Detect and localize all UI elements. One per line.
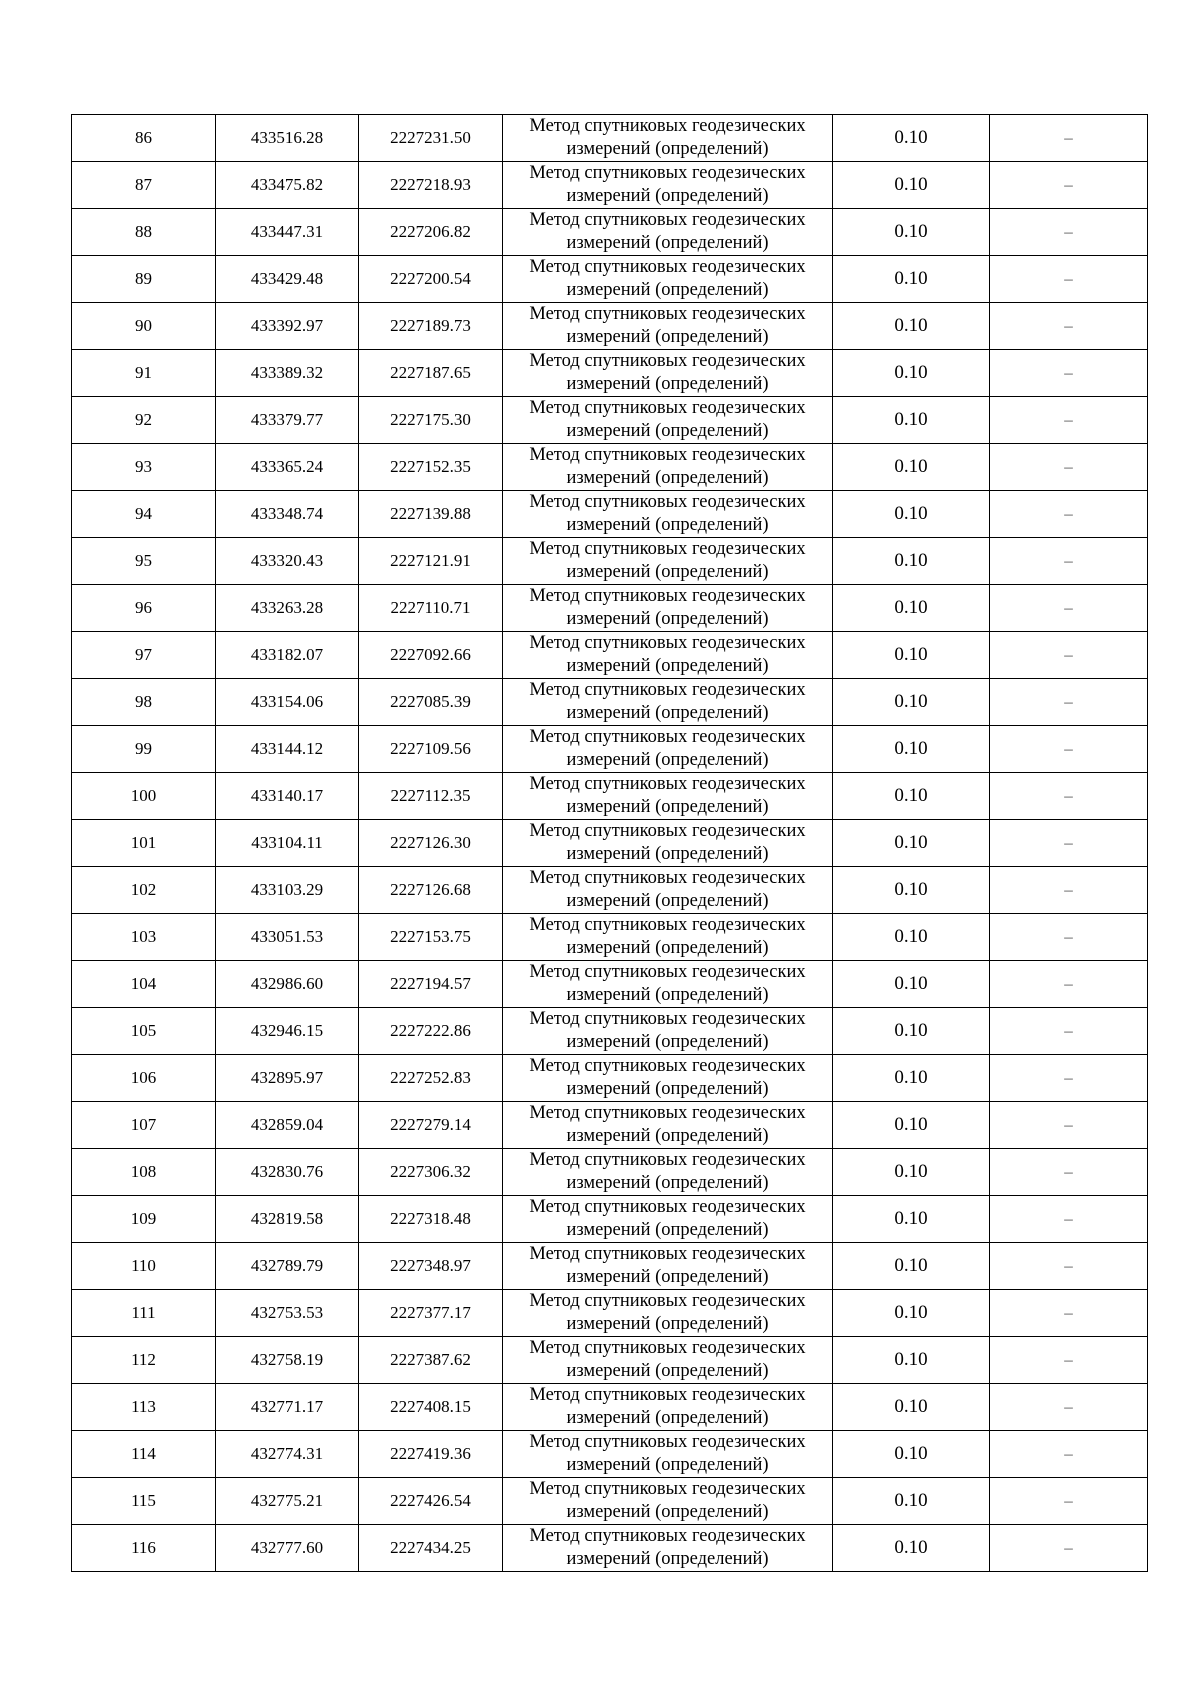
point-number-cell: 97 (72, 632, 216, 679)
method-line-2: измерений (определений) (566, 1408, 769, 1428)
description-cell: – (990, 1478, 1148, 1525)
accuracy-cell: 0.10 (833, 1290, 990, 1337)
description-cell: – (990, 820, 1148, 867)
description-cell: – (990, 1431, 1148, 1478)
method-line-1: Метод спутниковых геодезических (529, 1338, 806, 1358)
description-cell: – (990, 1149, 1148, 1196)
accuracy-cell: 0.10 (833, 115, 990, 162)
accuracy-cell: 0.10 (833, 867, 990, 914)
coordinate-x-cell: 432830.76 (216, 1149, 359, 1196)
coordinate-x-cell: 433447.31 (216, 209, 359, 256)
table-row (72, 1290, 1148, 1337)
description-cell: – (990, 1243, 1148, 1290)
method-line-2: измерений (определений) (566, 1220, 769, 1240)
point-number-cell: 86 (72, 115, 216, 162)
point-number-cell: 94 (72, 491, 216, 538)
coordinate-x-cell: 432859.04 (216, 1102, 359, 1149)
coordinate-x-cell: 432753.53 (216, 1290, 359, 1337)
point-number-cell: 105 (72, 1008, 216, 1055)
coordinate-y-cell: 2227194.57 (359, 961, 503, 1008)
accuracy-cell: 0.10 (833, 1478, 990, 1525)
method-line-2: измерений (определений) (566, 891, 769, 911)
method-line-2: измерений (определений) (566, 1549, 769, 1569)
coordinate-x-cell: 433389.32 (216, 350, 359, 397)
table-row (72, 867, 1148, 914)
point-number-cell: 89 (72, 256, 216, 303)
method-line-1: Метод спутниковых геодезических (529, 1244, 806, 1264)
description-cell: – (990, 1384, 1148, 1431)
method-cell (503, 679, 833, 726)
description-cell: – (990, 209, 1148, 256)
method-cell (503, 1337, 833, 1384)
point-number-cell: 109 (72, 1196, 216, 1243)
method-line-2: измерений (определений) (566, 656, 769, 676)
point-number-cell: 103 (72, 914, 216, 961)
table-row (72, 256, 1148, 303)
method-line-1: Метод спутниковых геодезических (529, 257, 806, 277)
method-line-2: измерений (определений) (566, 1455, 769, 1475)
method-cell (503, 1008, 833, 1055)
table-row (72, 1431, 1148, 1478)
method-line-1: Метод спутниковых геодезических (529, 868, 806, 888)
coordinate-y-cell: 2227222.86 (359, 1008, 503, 1055)
description-cell: – (990, 162, 1148, 209)
accuracy-cell: 0.10 (833, 1431, 990, 1478)
coordinate-x-cell: 433182.07 (216, 632, 359, 679)
method-line-2: измерений (определений) (566, 139, 769, 159)
method-line-2: измерений (определений) (566, 985, 769, 1005)
point-number-cell: 116 (72, 1525, 216, 1572)
point-number-cell: 92 (72, 397, 216, 444)
table-row (72, 444, 1148, 491)
coordinate-x-cell: 433379.77 (216, 397, 359, 444)
coordinate-y-cell: 2227085.39 (359, 679, 503, 726)
coordinate-x-cell: 432946.15 (216, 1008, 359, 1055)
coordinate-y-cell: 2227126.30 (359, 820, 503, 867)
coordinate-y-cell: 2227126.68 (359, 867, 503, 914)
coordinate-x-cell: 432986.60 (216, 961, 359, 1008)
method-line-2: измерений (определений) (566, 327, 769, 347)
method-line-2: измерений (определений) (566, 468, 769, 488)
description-cell: – (990, 491, 1148, 538)
coordinate-y-cell: 2227189.73 (359, 303, 503, 350)
method-line-1: Метод спутниковых геодезических (529, 163, 806, 183)
method-cell (503, 726, 833, 773)
point-number-cell: 111 (72, 1290, 216, 1337)
method-line-1: Метод спутниковых геодезических (529, 398, 806, 418)
coordinates-table (71, 114, 1148, 1572)
method-line-1: Метод спутниковых геодезических (529, 1056, 806, 1076)
table-row (72, 1196, 1148, 1243)
description-cell: – (990, 538, 1148, 585)
table-row (72, 1525, 1148, 1572)
method-line-2: измерений (определений) (566, 562, 769, 582)
coordinate-y-cell: 2227434.25 (359, 1525, 503, 1572)
table-row (72, 1055, 1148, 1102)
coordinate-y-cell: 2227318.48 (359, 1196, 503, 1243)
coordinate-y-cell: 2227408.15 (359, 1384, 503, 1431)
method-line-1: Метод спутниковых геодезических (529, 1479, 806, 1499)
method-cell (503, 1478, 833, 1525)
description-cell: – (990, 679, 1148, 726)
description-cell: – (990, 632, 1148, 679)
coordinate-x-cell: 432758.19 (216, 1337, 359, 1384)
method-line-1: Метод спутниковых геодезических (529, 1432, 806, 1452)
coordinate-y-cell: 2227152.35 (359, 444, 503, 491)
table-row (72, 632, 1148, 679)
point-number-cell: 115 (72, 1478, 216, 1525)
point-number-cell: 108 (72, 1149, 216, 1196)
coordinate-y-cell: 2227218.93 (359, 162, 503, 209)
accuracy-cell: 0.10 (833, 1243, 990, 1290)
point-number-cell: 88 (72, 209, 216, 256)
description-cell: – (990, 867, 1148, 914)
coordinate-y-cell: 2227426.54 (359, 1478, 503, 1525)
method-cell (503, 1196, 833, 1243)
accuracy-cell: 0.10 (833, 538, 990, 585)
accuracy-cell: 0.10 (833, 773, 990, 820)
table-row (72, 679, 1148, 726)
coordinate-x-cell: 433516.28 (216, 115, 359, 162)
table-row (72, 914, 1148, 961)
coordinate-x-cell: 433475.82 (216, 162, 359, 209)
method-line-2: измерений (определений) (566, 1502, 769, 1522)
coordinate-y-cell: 2227109.56 (359, 726, 503, 773)
coordinate-x-cell: 433051.53 (216, 914, 359, 961)
method-line-1: Метод спутниковых геодезических (529, 633, 806, 653)
accuracy-cell: 0.10 (833, 1149, 990, 1196)
method-cell (503, 350, 833, 397)
method-line-1: Метод спутниковых геодезических (529, 492, 806, 512)
method-cell (503, 209, 833, 256)
table-row (72, 773, 1148, 820)
coordinate-y-cell: 2227092.66 (359, 632, 503, 679)
coordinate-y-cell: 2227419.36 (359, 1431, 503, 1478)
description-cell: – (990, 961, 1148, 1008)
point-number-cell: 98 (72, 679, 216, 726)
coordinate-x-cell: 432819.58 (216, 1196, 359, 1243)
accuracy-cell: 0.10 (833, 914, 990, 961)
coordinates-table-body (72, 115, 1148, 1572)
point-number-cell: 102 (72, 867, 216, 914)
point-number-cell: 95 (72, 538, 216, 585)
accuracy-cell: 0.10 (833, 679, 990, 726)
method-line-1: Метод спутниковых геодезических (529, 351, 806, 371)
accuracy-cell: 0.10 (833, 1055, 990, 1102)
method-line-2: измерений (определений) (566, 280, 769, 300)
coordinate-y-cell: 2227175.30 (359, 397, 503, 444)
description-cell: – (990, 444, 1148, 491)
method-line-2: измерений (определений) (566, 1361, 769, 1381)
description-cell: – (990, 303, 1148, 350)
table-row (72, 1149, 1148, 1196)
method-cell (503, 961, 833, 1008)
coordinate-x-cell: 432895.97 (216, 1055, 359, 1102)
coordinate-x-cell: 433365.24 (216, 444, 359, 491)
description-cell: – (990, 914, 1148, 961)
table-row (72, 1008, 1148, 1055)
table-row (72, 961, 1148, 1008)
coordinate-y-cell: 2227252.83 (359, 1055, 503, 1102)
coordinate-x-cell: 432775.21 (216, 1478, 359, 1525)
method-cell (503, 820, 833, 867)
coordinate-y-cell: 2227121.91 (359, 538, 503, 585)
method-line-1: Метод спутниковых геодезических (529, 116, 806, 136)
method-cell (503, 1055, 833, 1102)
method-cell (503, 491, 833, 538)
accuracy-cell: 0.10 (833, 1196, 990, 1243)
table-row (72, 491, 1148, 538)
method-line-2: измерений (определений) (566, 374, 769, 394)
coordinate-x-cell: 432789.79 (216, 1243, 359, 1290)
coordinate-x-cell: 433154.06 (216, 679, 359, 726)
method-line-1: Метод спутниковых геодезических (529, 1009, 806, 1029)
coordinate-x-cell: 433429.48 (216, 256, 359, 303)
method-line-2: измерений (определений) (566, 938, 769, 958)
method-line-1: Метод спутниковых геодезических (529, 1103, 806, 1123)
coordinate-x-cell: 432777.60 (216, 1525, 359, 1572)
accuracy-cell: 0.10 (833, 350, 990, 397)
accuracy-cell: 0.10 (833, 961, 990, 1008)
method-line-1: Метод спутниковых геодезических (529, 821, 806, 841)
method-line-1: Метод спутниковых геодезических (529, 210, 806, 230)
coordinate-y-cell: 2227348.97 (359, 1243, 503, 1290)
coordinate-x-cell: 432771.17 (216, 1384, 359, 1431)
table-row (72, 115, 1148, 162)
coordinate-x-cell: 432774.31 (216, 1431, 359, 1478)
method-cell (503, 303, 833, 350)
method-cell (503, 585, 833, 632)
method-cell (503, 1290, 833, 1337)
coordinate-x-cell: 433140.17 (216, 773, 359, 820)
method-line-1: Метод спутниковых геодезических (529, 586, 806, 606)
method-cell (503, 538, 833, 585)
method-cell (503, 444, 833, 491)
table-row (72, 820, 1148, 867)
description-cell: – (990, 1290, 1148, 1337)
description-cell: – (990, 1337, 1148, 1384)
description-cell: – (990, 1055, 1148, 1102)
method-cell (503, 867, 833, 914)
accuracy-cell: 0.10 (833, 632, 990, 679)
method-cell (503, 1431, 833, 1478)
point-number-cell: 90 (72, 303, 216, 350)
method-line-2: измерений (определений) (566, 233, 769, 253)
point-number-cell: 114 (72, 1431, 216, 1478)
table-row (72, 303, 1148, 350)
point-number-cell: 112 (72, 1337, 216, 1384)
method-line-2: измерений (определений) (566, 844, 769, 864)
coordinate-x-cell: 433392.97 (216, 303, 359, 350)
table-row (72, 538, 1148, 585)
table-row (72, 585, 1148, 632)
point-number-cell: 96 (72, 585, 216, 632)
method-cell (503, 397, 833, 444)
description-cell: – (990, 350, 1148, 397)
point-number-cell: 113 (72, 1384, 216, 1431)
method-line-2: измерений (определений) (566, 1126, 769, 1146)
point-number-cell: 106 (72, 1055, 216, 1102)
accuracy-cell: 0.10 (833, 726, 990, 773)
description-cell: – (990, 397, 1148, 444)
accuracy-cell: 0.10 (833, 444, 990, 491)
coordinate-y-cell: 2227200.54 (359, 256, 503, 303)
description-cell: – (990, 115, 1148, 162)
accuracy-cell: 0.10 (833, 1102, 990, 1149)
method-cell (503, 115, 833, 162)
description-cell: – (990, 726, 1148, 773)
method-line-1: Метод спутниковых геодезических (529, 727, 806, 747)
method-line-2: измерений (определений) (566, 1173, 769, 1193)
method-cell (503, 162, 833, 209)
method-line-1: Метод спутниковых геодезических (529, 680, 806, 700)
coordinate-y-cell: 2227279.14 (359, 1102, 503, 1149)
coordinate-x-cell: 433103.29 (216, 867, 359, 914)
accuracy-cell: 0.10 (833, 1008, 990, 1055)
method-line-2: измерений (определений) (566, 186, 769, 206)
accuracy-cell: 0.10 (833, 1525, 990, 1572)
method-line-2: измерений (определений) (566, 1267, 769, 1287)
accuracy-cell: 0.10 (833, 209, 990, 256)
description-cell: – (990, 1102, 1148, 1149)
coordinate-x-cell: 433144.12 (216, 726, 359, 773)
accuracy-cell: 0.10 (833, 820, 990, 867)
coordinate-y-cell: 2227231.50 (359, 115, 503, 162)
method-cell (503, 1243, 833, 1290)
point-number-cell: 100 (72, 773, 216, 820)
method-line-1: Метод спутниковых геодезических (529, 1150, 806, 1170)
accuracy-cell: 0.10 (833, 256, 990, 303)
coordinate-x-cell: 433104.11 (216, 820, 359, 867)
method-cell (503, 1384, 833, 1431)
method-line-1: Метод спутниковых геодезических (529, 304, 806, 324)
method-line-2: измерений (определений) (566, 1314, 769, 1334)
accuracy-cell: 0.10 (833, 1337, 990, 1384)
accuracy-cell: 0.10 (833, 162, 990, 209)
table-row (72, 1337, 1148, 1384)
description-cell: – (990, 1008, 1148, 1055)
method-cell (503, 1525, 833, 1572)
description-cell: – (990, 1525, 1148, 1572)
method-line-1: Метод спутниковых геодезических (529, 1526, 806, 1546)
point-number-cell: 87 (72, 162, 216, 209)
method-line-2: измерений (определений) (566, 1032, 769, 1052)
point-number-cell: 104 (72, 961, 216, 1008)
method-cell (503, 256, 833, 303)
table-row (72, 1478, 1148, 1525)
method-line-2: измерений (определений) (566, 703, 769, 723)
method-line-2: измерений (определений) (566, 1079, 769, 1099)
point-number-cell: 93 (72, 444, 216, 491)
point-number-cell: 107 (72, 1102, 216, 1149)
coordinate-y-cell: 2227139.88 (359, 491, 503, 538)
description-cell: – (990, 585, 1148, 632)
coordinate-x-cell: 433320.43 (216, 538, 359, 585)
method-cell (503, 773, 833, 820)
accuracy-cell: 0.10 (833, 303, 990, 350)
point-number-cell: 91 (72, 350, 216, 397)
method-cell (503, 914, 833, 961)
method-line-1: Метод спутниковых геодезических (529, 915, 806, 935)
accuracy-cell: 0.10 (833, 491, 990, 538)
method-line-2: измерений (определений) (566, 515, 769, 535)
method-line-2: измерений (определений) (566, 797, 769, 817)
table-row (72, 1243, 1148, 1290)
accuracy-cell: 0.10 (833, 397, 990, 444)
method-line-2: измерений (определений) (566, 421, 769, 441)
description-cell: – (990, 256, 1148, 303)
coordinate-y-cell: 2227206.82 (359, 209, 503, 256)
method-line-1: Метод спутниковых геодезических (529, 445, 806, 465)
coordinate-x-cell: 433263.28 (216, 585, 359, 632)
description-cell: – (990, 1196, 1148, 1243)
coordinate-x-cell: 433348.74 (216, 491, 359, 538)
table-row (72, 350, 1148, 397)
table-row (72, 397, 1148, 444)
coordinate-y-cell: 2227306.32 (359, 1149, 503, 1196)
coordinate-y-cell: 2227112.35 (359, 773, 503, 820)
coordinate-y-cell: 2227387.62 (359, 1337, 503, 1384)
coordinate-y-cell: 2227110.71 (359, 585, 503, 632)
table-row (72, 209, 1148, 256)
method-line-2: измерений (определений) (566, 609, 769, 629)
coordinate-y-cell: 2227153.75 (359, 914, 503, 961)
method-line-2: измерений (определений) (566, 750, 769, 770)
method-line-1: Метод спутниковых геодезических (529, 774, 806, 794)
method-cell (503, 1102, 833, 1149)
point-number-cell: 110 (72, 1243, 216, 1290)
accuracy-cell: 0.10 (833, 1384, 990, 1431)
coordinate-y-cell: 2227187.65 (359, 350, 503, 397)
table-row (72, 1384, 1148, 1431)
method-line-1: Метод спутниковых геодезических (529, 962, 806, 982)
method-line-1: Метод спутниковых геодезических (529, 1385, 806, 1405)
method-line-1: Метод спутниковых геодезических (529, 1197, 806, 1217)
point-number-cell: 99 (72, 726, 216, 773)
table-row (72, 1102, 1148, 1149)
description-cell: – (990, 773, 1148, 820)
point-number-cell: 101 (72, 820, 216, 867)
table-row (72, 162, 1148, 209)
table-row (72, 726, 1148, 773)
accuracy-cell: 0.10 (833, 585, 990, 632)
method-cell (503, 632, 833, 679)
method-cell (503, 1149, 833, 1196)
coordinate-y-cell: 2227377.17 (359, 1290, 503, 1337)
method-line-1: Метод спутниковых геодезических (529, 1291, 806, 1311)
method-line-1: Метод спутниковых геодезических (529, 539, 806, 559)
